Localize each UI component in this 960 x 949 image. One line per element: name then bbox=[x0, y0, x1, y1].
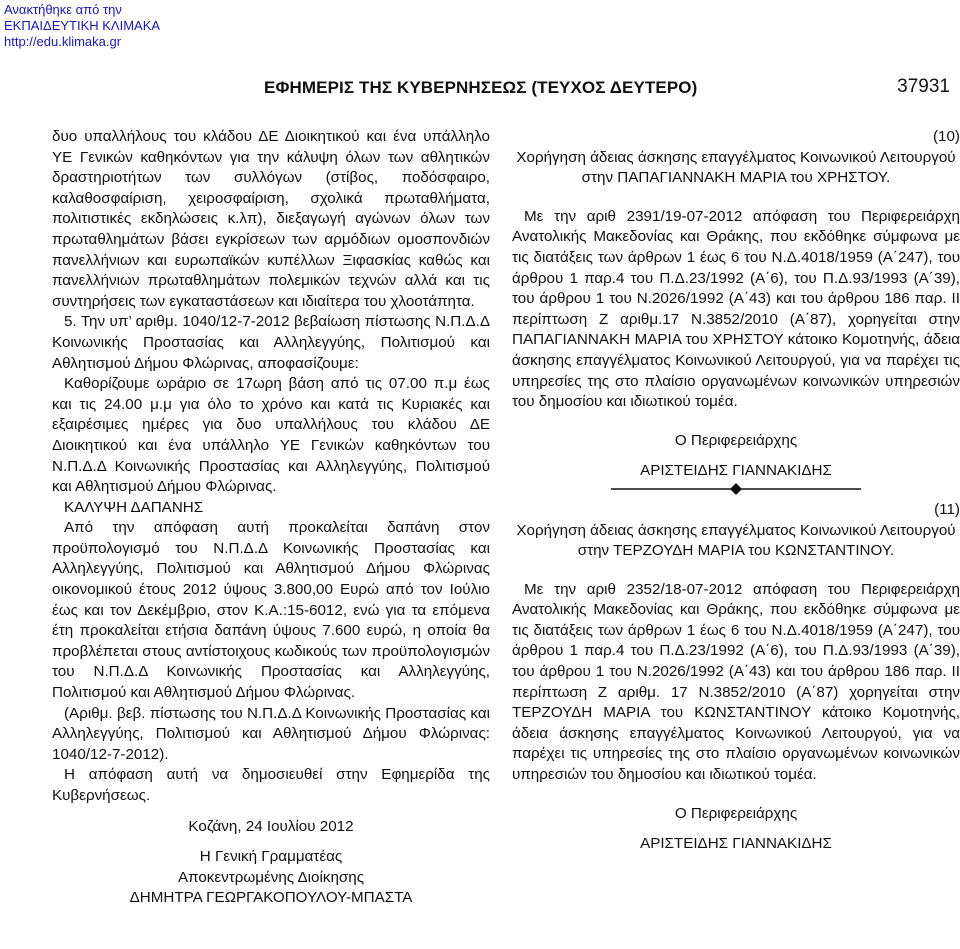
section-11-signatory-title: Ο Περιφερειάρχης bbox=[674, 804, 798, 822]
section-number-11: (11) bbox=[934, 500, 960, 518]
right-column bbox=[512, 127, 960, 855]
left-column bbox=[52, 127, 490, 909]
section-body-11: Με την αριθ 2352/18-07-2012 απόφαση του Περιφερειάρχη Ανατολικής Μακεδονίας και Θράκης, που εκδόθηκε σύμφωνα με τις διατάξεις των άρθρων 1 έως 6 του Ν.Δ.4018/1959 (Α΄247), του άρθρου 1 παρ.4 του Π.Δ.23/1992 (Α΄6), του Π.Δ.93/1993 (Α΄39), του άρθρου 1 του Ν.2026/1992 (Α΄43) και του άρθρου 186 παρ. ΙΙ περίπτωση Ζ αριθμ. 17 Ν.3852/2010 (Α΄87) χορηγείται στην ΤΕΡΖΟΥΔΗ ΜΑΡΙΑ του ΚΩΝΣΤΑΝΤΙΝΟΥ κάτοικο Κομοτηνής, άδεια άσκησης επαγγέλματος Κοινωνικού Λειτουργού, για να παρέχει τις υπηρεσίες της στο πλαίσιο οργανωμένων κοινωνικών υπηρεσιών του δημοσίου και ιδιωτικού τομέα. bbox=[512, 580, 960, 784]
left-paragraph-1: δυο υπαλλήλους του κλάδου ΔΕ Διοικητικού και ένα υπάλληλο ΥΕ Γενικών καθηκόντων για την κάλυψη όλων των αθλητικών δραστηριοτήτων των συλλόγων (στίβος, ποδόσφαιρο, καλαθοσφαίριση, χειροσφαίριση, σχολικά πρωταθλήματα, πολιτιστικές εκδηλώσεις κ.λπ), διεξαγωγή αγώνων όλων των πρωταθλημάτων βάσει εγκρίσεων των αρμόδιων ομοσπονδιών πανελλήνιων και ευρωπαϊκών κυπέλλων Ξιφασκίας καθώς και πανελλήνιων πρωταθλημάτων πολεμικών τεχνών αλλά και τις συντηρήσεις των εγκαταστάσεων και ιδιαίτερα του χλοοτάπητα. bbox=[52, 128, 490, 310]
section-10-signatory-title: Ο Περιφερειάρχης bbox=[674, 431, 798, 449]
section-heading-10: Χορήγηση άδειας άσκησης επαγγέλματος Κοινωνικού Λειτουργού στην ΠΑΠΑΓΙΑΝΝΑΚΗ ΜΑΡΙΑ του ΧΡΗΣΤΟΥ. bbox=[516, 148, 956, 187]
section-heading-11: Χορήγηση άδειας άσκησης επαγγέλματος Κοινωνικού Λειτουργού στην ΤΕΡΖΟΥΔΗ ΜΑΡΙΑ του ΚΩΝΣΤΑΝΤΙΝΟΥ. bbox=[516, 521, 956, 560]
left-paragraph-3: Καθορίζουμε ωράριο σε 17ωρη βάση από τις 07.00 π.μ έως και τις 24.00 μ.μ για όλο το χρόνο και κατά τις Κυριακές και εξαιρέσιμες ημέρες για δυο υπαλλήλους του κλάδου ΔΕ Διοικητικού και ένα υπάλληλο ΥΕ Γενικών καθηκόντων του Ν.Π.Δ.Δ Κοινωνικής Προστασίας και Αλληλεγγύης, Πολιτισμού και Αθλητισμού Δήμου Φλώρινας. bbox=[52, 375, 490, 496]
gazette-title: ΕΦΗΜΕΡΙΣ ΤΗΣ ΚΥΒΕΡΝΗΣΕΩΣ (ΤΕΥΧΟΣ ΔΕΥΤΕΡΟ) bbox=[264, 78, 698, 97]
left-paragraph-2: 5. Την υπ’ αριθμ. 1040/12-7-2012 βεβαίωση πίστωσης Ν.Π.Δ.Δ Κοινωνικής Προστασίας και Αλληλεγγύης, Πολιτισμού και Αθλητισμού Δήμου Φλώρινας, αποφασίζουμε: bbox=[52, 313, 490, 372]
stamp-line-1: Ανακτήθηκε από την bbox=[4, 2, 122, 17]
diamond-separator-icon bbox=[512, 482, 960, 500]
left-paragraph-5: Από την απόφαση αυτή προκαλείται δαπάνη στον προϋπολογισμό του Ν.Π.Δ.Δ Κοινωνικής Προστασίας και Αλληλεγγύης, Πολιτισμού και Αθλητισμού Δήμου Φλώρινας οικονομικού έτους 2012 ύψους 3.800,00 Ευρώ από τον Ιούλιο έως και τον Δεκέμβριο, στον Κ.Α.:15-6012, ενώ για τα επόμενα έτη προκαλείται ετήσια δαπάνη ύψους 7.600 ευρώ, η οποία θα προβλέπεται στους αντίστοιχους κωδικούς των προϋπολογισμών του Ν.Π.Δ.Δ Κοινωνικής Προστασίας και Αλληλεγγύης, Πολιτισμού και Αθλητισμού Δήμου Φλώρινας. bbox=[52, 519, 490, 702]
left-paragraph-6: (Αριθμ. βεβ. πίστωσης του Ν.Π.Δ.Δ Κοινωνικής Προστασίας και Αλληλεγγύης, Πολιτισμού και Αθλητισμού Δήμου Φλώρινας: 1040/12-7-2012). bbox=[52, 704, 490, 763]
signatory-title-1: Η Γενική Γραμματέας bbox=[199, 848, 343, 866]
signatory-name: ΔΗΜΗΤΡΑ ΓΕΩΡΓΑΚΟΠΟΥΛΟΥ-ΜΠΑΣΤΑ bbox=[129, 889, 413, 907]
section-number-10: (10) bbox=[932, 128, 960, 145]
section-11-signatory-name: ΑΡΙΣΤΕΙΔΗΣ ΓΙΑΝΝΑΚΙΔΗΣ bbox=[640, 835, 832, 853]
section-body-10: Με την αριθ 2391/19-07-2012 απόφαση του Περιφερειάρχη Ανατολικής Μακεδονίας και Θράκης, που εκδόθηκε σύμφωνα με τις διατάξεις των άρθρων 1 έως 6 του Ν.Δ.4018/1959 (Α΄247), του άρθρου 1 παρ.4 του Π.Δ.23/1992 (Α΄6), του Π.Δ.93/1993 (Α΄39), του άρθρου 1 του Ν.2026/1992 (Α΄43) και του άρθρου 186 παρ. ΙΙ περίπτωση Ζ αριθμ.17 Ν.3852/2010 (Α΄87), χορηγείται στην ΠΑΠΑΓΙΑΝΝΑΚΗ ΜΑΡΙΑ του ΧΡΗΣΤΟΥ κάτοικο Κομοτηνής, άδεια άσκησης επαγγέλματος Κοινωνικού Λειτουργού, για να παρέχει τις υπηρεσίες της στο πλαίσιο οργανωμένων κοινωνικών υπηρεσιών του δημοσίου και ιδιωτικού τομέα. bbox=[512, 207, 960, 411]
stamp-link[interactable]: http://edu.klimaka.gr bbox=[4, 34, 122, 49]
source-stamp bbox=[4, 2, 160, 50]
separator-line-icon bbox=[611, 482, 861, 496]
page-header bbox=[0, 78, 960, 102]
section-10-signatory-name: ΑΡΙΣΤΕΙΔΗΣ ΓΙΑΝΝΑΚΙΔΗΣ bbox=[640, 462, 832, 480]
signatory-title-2: Αποκεντρωμένης Διοίκησης bbox=[177, 868, 365, 886]
page-number: 37931 bbox=[897, 76, 950, 97]
place-date: Κοζάνη, 24 Ιουλίου 2012 bbox=[188, 817, 354, 835]
expense-heading: ΚΑΛΥΨΗ ΔΑΠΑΝΗΣ bbox=[64, 498, 204, 516]
left-paragraph-7: Η απόφαση αυτή να δημοσιευθεί στην Εφημερίδα της Κυβερνήσεως. bbox=[52, 766, 490, 804]
stamp-line-2: ΕΚΠΑΙΔΕΥΤΙΚΗ ΚΛΙΜΑΚΑ bbox=[4, 18, 161, 33]
